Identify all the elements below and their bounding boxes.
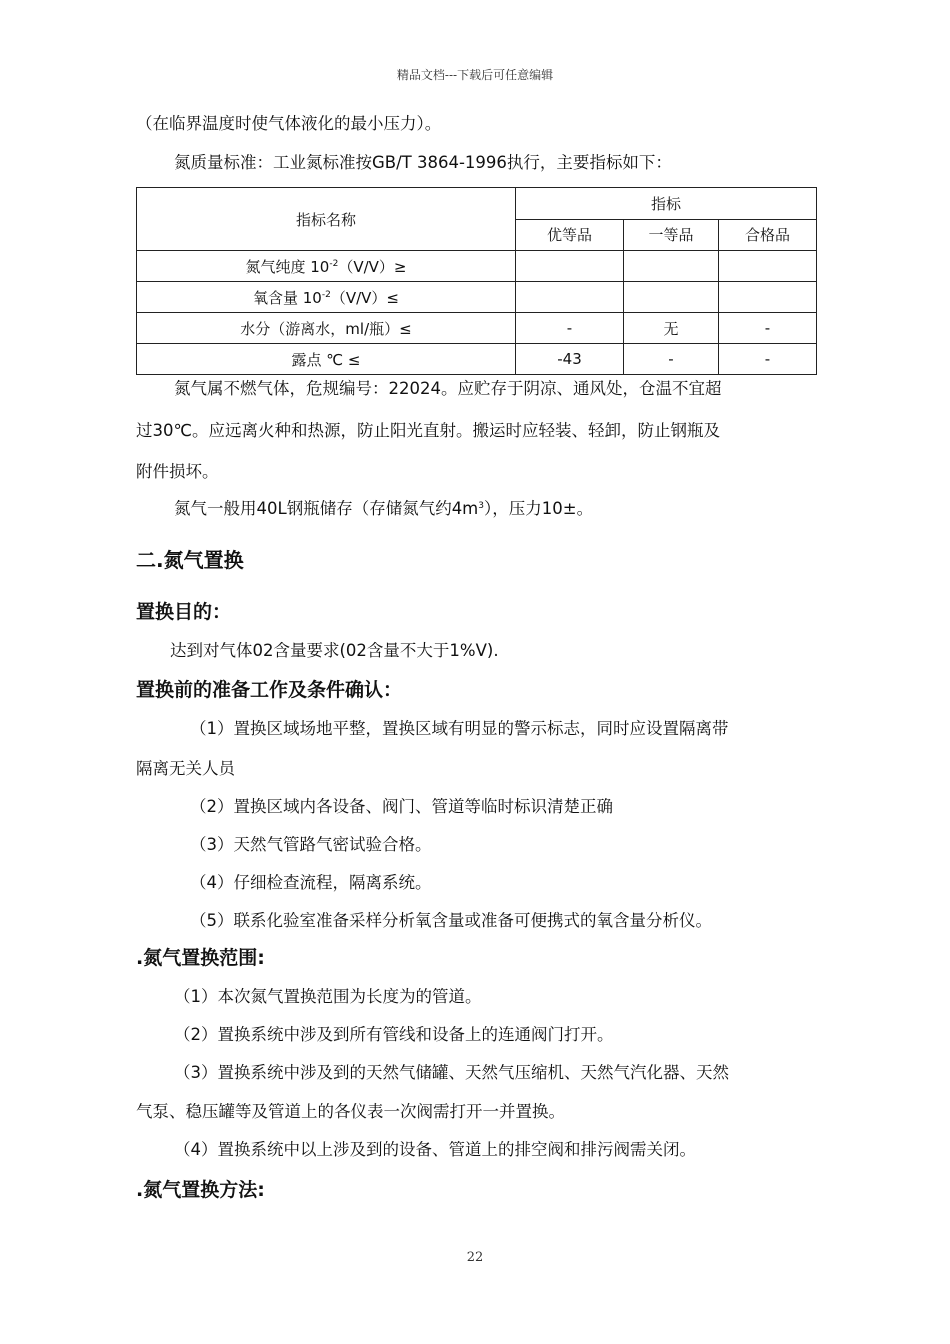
list-item: （2）置换区域内各设备、阀门、管道等临时标识清楚正确 [190, 797, 613, 816]
purpose-title: 置换目的： [136, 601, 232, 623]
para-storage-line-3: 附件损坏。 [136, 462, 219, 481]
row-name: 氧含量 $10^{-2}(V/V)\le$ [137, 282, 516, 313]
col-group-header: 指标 [516, 188, 817, 220]
page-header: 精品文档---下载后可任意编辑 [396, 68, 554, 82]
cell-value: - [516, 313, 624, 344]
nitrogen-spec-table [136, 187, 817, 375]
list-item: （1）置换区域场地平整，置换区域有明显的警示标志，同时应设置隔离带 [190, 719, 729, 738]
grade-header: 合格品 [719, 219, 817, 251]
prep-title: 置换前的准备工作及条件确认： [136, 679, 403, 701]
row-name: 氮气纯度 $10^{-2}(V/V)\ge$ [137, 251, 516, 282]
cell-value [719, 282, 817, 313]
table-row [137, 251, 817, 282]
scope-title: .氮气置换范围: [136, 947, 265, 969]
list-item: （5）联系化验室准备采样分析氧含量或准备可便携式的氧含量分析仪。 [190, 911, 712, 930]
list-item: （3）置换系统中涉及到的天然气储罐、天然气压缩机、天然气汽化器、天然 [174, 1063, 729, 1082]
table-header-row [137, 188, 817, 220]
cell-value [624, 251, 719, 282]
list-item: （2）置换系统中涉及到所有管线和设备上的连通阀门打开。 [174, 1025, 614, 1044]
cell-value [516, 251, 624, 282]
cell-value: - [719, 344, 817, 375]
row-name: 水分（游离水，ml/瓶）≤ [137, 313, 516, 344]
cell-value: - [719, 313, 817, 344]
para-storage-line-1: 氮气属不燃气体，危规编号：22024。应贮存于阴凉、通风处，仓温不宜超 [174, 379, 722, 398]
cell-value [719, 251, 817, 282]
cell-value: -43 [516, 344, 624, 375]
cell-value [516, 282, 624, 313]
purpose-text: 达到对气体02含量要求(02含量不大于1%V). [170, 641, 499, 660]
row-name: 露点 ℃ ≤ [137, 344, 516, 375]
para-storage-line-2: 过30℃。应远离火种和热源，防止阳光直射。搬运时应轻装、轻卸，防止钢瓶及 [136, 421, 721, 440]
list-item: 隔离无关人员 [136, 759, 235, 778]
list-item: 气泵、稳压罐等及管道上的各仪表一次阀需打开一并置换。 [136, 1102, 565, 1121]
method-title: .氮气置换方法: [136, 1179, 265, 1201]
list-item: （3）天然气管路气密试验合格。 [190, 835, 432, 854]
list-item: （1）本次氮气置换范围为长度为的管道。 [174, 987, 482, 1006]
grade-header: 优等品 [516, 219, 624, 251]
list-item: （4）置换系统中以上涉及到的设备、管道上的排空阀和排污阀需关闭。 [174, 1140, 696, 1159]
table-row [137, 344, 817, 375]
cell-value: - [624, 344, 719, 375]
col-name-header: 指标名称 [137, 188, 516, 251]
para-cylinder: 氮气一般用40L钢瓶储存（存储氮气约$4m^3$），压力10±。 [174, 499, 594, 518]
intro-line: （在临界温度时使气体液化的最小压力）。 [136, 114, 442, 133]
table-row [137, 282, 817, 313]
table-row [137, 313, 817, 344]
grade-header: 一等品 [624, 219, 719, 251]
cell-value [624, 282, 719, 313]
page-number: 22 [466, 1250, 484, 1265]
standard-line: 氮质量标准：工业氮标准按GB/T 3864-1996执行，主要指标如下： [174, 153, 672, 172]
cell-value: 无 [624, 313, 719, 344]
section-title: 二.氮气置换 [136, 548, 244, 572]
list-item: （4）仔细检查流程，隔离系统。 [190, 873, 432, 892]
